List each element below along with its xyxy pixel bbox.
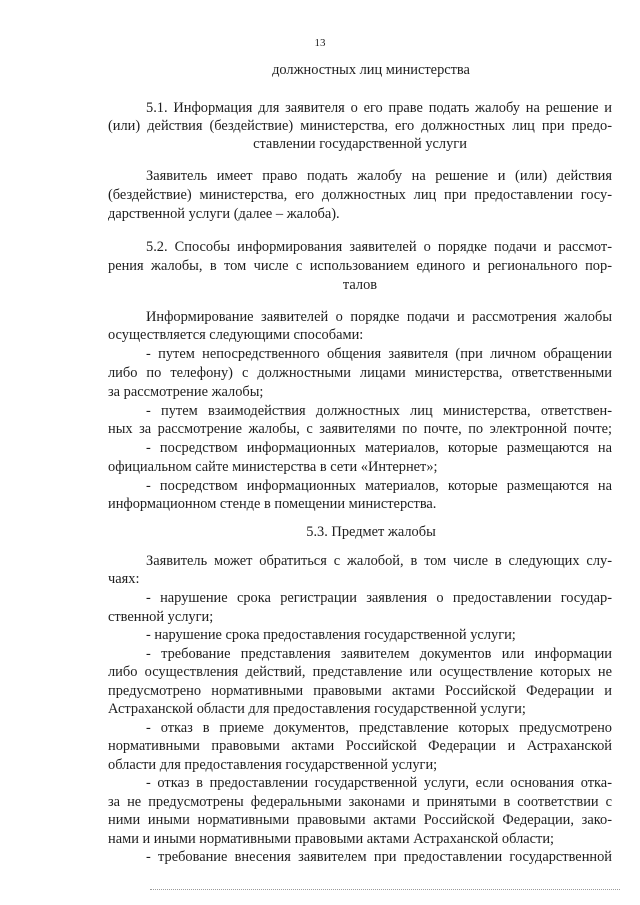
list-item-line: - посредством информационных материалов, которые размещаются на [146, 478, 612, 494]
list-item-line: предусмотрено нормативными правовыми актами Российской Федерации и [108, 683, 612, 699]
paragraph-line: Информирование заявителей о порядке подачи и рассмотрения жалобы [146, 309, 612, 325]
section-heading-line: должностных лиц министерства [272, 62, 470, 78]
paragraph-line: чаях: [108, 571, 140, 587]
page-number: 13 [314, 37, 326, 49]
list-item-line: ственной услуги; [108, 609, 214, 625]
heading-5-2-line: талов [342, 277, 378, 293]
list-item-line: нормативными правовыми актами Российской Федерации и Астраханской [108, 738, 612, 754]
list-item-line: - требование представления заявителем документов или информации [146, 646, 612, 662]
list-item-line: за не предусмотрены федеральными законами и принятыми в соответствии с [108, 794, 612, 810]
heading-5-1-line: (или) действия (бездействие) министерства, его должностных лиц при предо- [108, 118, 612, 134]
list-item-line: - требование внесения заявителем при предоставлении государственной [146, 849, 612, 865]
heading-5-3: 5.3. Предмет жалобы [306, 524, 436, 540]
heading-5-2-line: 5.2. Способы информирования заявителей о порядке подачи и рассмот- [146, 239, 612, 255]
list-item-line: - путем взаимодействия должностных лиц министерства, ответствен- [146, 403, 612, 419]
paragraph-line: дарственной услуги (далее – жалоба). [108, 206, 340, 222]
list-item-line: информационном стенде в помещении министерства. [108, 496, 437, 512]
heading-5-1-line: 5.1. Информация для заявителя о его праве подать жалобу на решение и [146, 100, 612, 116]
list-item-line: за рассмотрение жалобы; [108, 384, 264, 400]
list-item-line: нами и иными нормативными правовыми актами Астраханской области; [108, 831, 555, 847]
heading-5-1-line: ставлении государственной услуги [253, 136, 467, 152]
list-item-line: - отказ в предоставлении государственной услуги, если основания отка- [146, 775, 612, 791]
list-item-line: - отказ в приеме документов, представление которых предусмотрено [146, 720, 612, 736]
paragraph-line: осуществляется следующими способами: [108, 327, 364, 343]
list-item-line: - нарушение срока регистрации заявления о предоставлении государ- [146, 590, 612, 606]
list-item-line: либо осуществления действий, представление или осуществление которых не [108, 664, 612, 680]
list-item-line: - путем непосредственного общения заявителя (при личном обращении [146, 346, 612, 362]
paragraph-line: Заявитель имеет право подать жалобу на решение и (или) действия [146, 168, 612, 184]
list-item-line: области для предоставления государственной услуги; [108, 757, 438, 773]
list-item-line: официальном сайте министерства в сети «Интернет»; [108, 459, 438, 475]
scan-edge-rule [150, 889, 620, 890]
list-item-line: ними иными нормативными правовыми актами Российской Федерации, зако- [108, 812, 612, 828]
paragraph-line: (бездействие) министерства, его должностных лиц при предоставлении госу- [108, 187, 612, 203]
list-item-line: - посредством информационных материалов, которые размещаются на [146, 440, 612, 456]
list-item-line: либо по телефону) с должностными лицами министерства, ответственными [108, 365, 612, 381]
paragraph-line: Заявитель может обратиться с жалобой, в том числе в следующих слу- [146, 553, 612, 569]
list-item-line: ных за рассмотрение жалобы, с заявителями по почте, по электронной почте; [108, 421, 612, 437]
heading-5-2-line: рения жалобы, в том числе с использованием единого и регионального пор- [108, 258, 612, 274]
list-item-line: - нарушение срока предоставления государственной услуги; [146, 627, 516, 643]
list-item-line: Астраханской области для предоставления государственной услуги; [108, 701, 526, 717]
